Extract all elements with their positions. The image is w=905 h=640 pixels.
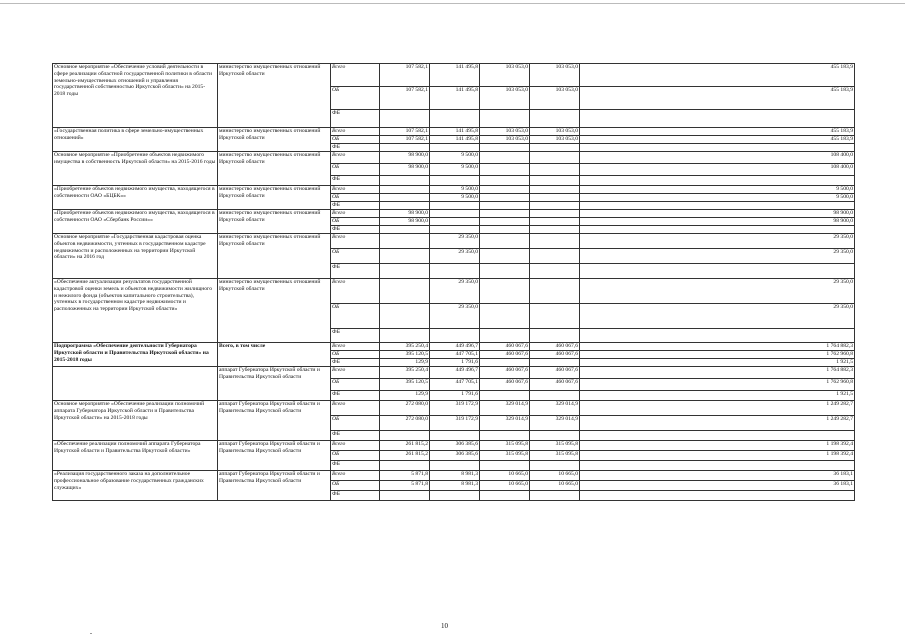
- year-value-cell: 141 495,8: [430, 87, 480, 110]
- total-value-cell: 36 183,1: [580, 481, 855, 491]
- year-value-cell: [380, 264, 430, 279]
- year-value-cell: 319 172,9: [430, 416, 480, 431]
- funding-source-cell: ОБ: [331, 218, 380, 226]
- funding-source-cell: Всего: [331, 128, 380, 136]
- year-value-cell: [480, 226, 530, 234]
- budget-table-container: [52, 63, 855, 501]
- table-row: [53, 234, 855, 249]
- year-value-cell: [530, 176, 580, 186]
- year-value-cell: [480, 144, 530, 152]
- year-value-cell: 10 665,0: [480, 471, 530, 481]
- table-row: [53, 401, 855, 416]
- funding-source-cell: Всего: [331, 64, 380, 87]
- year-value-cell: 460 067,6: [530, 351, 580, 359]
- funding-source-cell: Всего: [331, 186, 380, 194]
- funding-source-cell: Всего: [331, 367, 380, 379]
- executor-cell: аппарат Губернатора Иркутской области и Правительства Иркутской области: [218, 471, 331, 501]
- year-value-cell: [530, 164, 580, 176]
- year-value-cell: 329 014,9: [530, 416, 580, 431]
- scan-mark: [90, 633, 92, 634]
- year-value-cell: 103 053,0: [480, 64, 530, 87]
- year-value-cell: [380, 304, 430, 329]
- activity-name-cell: «Обеспечение реализации полномочий аппарата Губернатора Иркутской области и Правительства Иркутской области»: [53, 441, 218, 471]
- year-value-cell: 329 014,9: [480, 401, 530, 416]
- year-value-cell: [480, 329, 530, 343]
- year-value-cell: [530, 359, 580, 367]
- table-row: [53, 152, 855, 164]
- year-value-cell: 319 172,9: [430, 401, 480, 416]
- funding-source-cell: Всего: [331, 401, 380, 416]
- total-value-cell: 9 500,0: [580, 186, 855, 194]
- funding-source-cell: ОБ: [331, 304, 380, 329]
- table-row: [53, 279, 855, 304]
- year-value-cell: [530, 226, 580, 234]
- year-value-cell: 29 350,0: [430, 234, 480, 249]
- year-value-cell: [430, 176, 480, 186]
- funding-source-cell: ФБ: [331, 144, 380, 152]
- year-value-cell: 9 500,0: [430, 152, 480, 164]
- total-value-cell: [580, 202, 855, 210]
- year-value-cell: 8 981,3: [430, 481, 480, 491]
- total-value-cell: 9 500,0: [580, 194, 855, 202]
- year-value-cell: [480, 202, 530, 210]
- total-value-cell: 1 198 392,4: [580, 451, 855, 461]
- total-value-cell: 1 764 882,3: [580, 367, 855, 379]
- year-value-cell: [530, 144, 580, 152]
- table-row: [53, 128, 855, 136]
- activity-name-cell: «Реализация государственного заказа на дополнительное профессиональное образование государственных гражданских служащих»: [53, 471, 218, 501]
- total-value-cell: 29 350,0: [580, 279, 855, 304]
- funding-source-cell: ФБ: [331, 110, 380, 128]
- activity-name-cell: Основное мероприятие «Обеспечение условий деятельности в сфере реализации областной государственной политики в области земельно-имущественных отношений и управления государственной собственностью Иркутской области» на 2015-2018 годы: [53, 64, 218, 128]
- activity-name-cell: Основное мероприятие «Приобретение объектов недвижимого имущества в собственность Иркутской области» на 2015-2016 годы: [53, 152, 218, 186]
- total-value-cell: 108 400,0: [580, 164, 855, 176]
- year-value-cell: 98 900,0: [380, 152, 430, 164]
- total-value-cell: [580, 431, 855, 441]
- year-value-cell: 107 582,1: [380, 136, 430, 144]
- activity-name-cell: Подпрограмма «Обеспечение деятельности Губернатора Иркутской области и Правительства Иркутской области» на 2015-2018 годы: [53, 343, 218, 367]
- executor-cell: министерство имущественных отношений Иркутской области: [218, 186, 331, 210]
- year-value-cell: [530, 210, 580, 218]
- year-value-cell: [430, 461, 480, 471]
- year-value-cell: 261 815,2: [380, 441, 430, 451]
- year-value-cell: [480, 431, 530, 441]
- year-value-cell: 395 120,5: [380, 351, 430, 359]
- funding-source-cell: ФБ: [331, 491, 380, 501]
- total-value-cell: 1 762 960,8: [580, 379, 855, 391]
- year-value-cell: [530, 202, 580, 210]
- funding-source-cell: Всего: [331, 471, 380, 481]
- funding-source-cell: ФБ: [331, 391, 380, 401]
- total-value-cell: [580, 144, 855, 152]
- total-value-cell: 455 183,9: [580, 136, 855, 144]
- executor-cell: министерство имущественных отношений Иркутской области: [218, 64, 331, 128]
- funding-source-cell: ОБ: [331, 379, 380, 391]
- year-value-cell: 8 981,3: [430, 471, 480, 481]
- funding-source-cell: Всего: [331, 152, 380, 164]
- funding-source-cell: ОБ: [331, 87, 380, 110]
- page-number: 10: [441, 622, 448, 630]
- year-value-cell: [380, 144, 430, 152]
- year-value-cell: [480, 186, 530, 194]
- executor-cell: министерство имущественных отношений Иркутской области: [218, 279, 331, 343]
- year-value-cell: 460 067,6: [480, 351, 530, 359]
- funding-source-cell: ОБ: [331, 194, 380, 202]
- year-value-cell: 141 495,8: [430, 128, 480, 136]
- year-value-cell: 29 350,0: [430, 304, 480, 329]
- year-value-cell: [430, 110, 480, 128]
- funding-source-cell: Всего: [331, 343, 380, 351]
- executor-cell: министерство имущественных отношений Иркутской области: [218, 128, 331, 152]
- year-value-cell: [380, 279, 430, 304]
- total-value-cell: 98 900,0: [580, 218, 855, 226]
- year-value-cell: [430, 491, 480, 501]
- year-value-cell: 129,9: [380, 359, 430, 367]
- year-value-cell: [430, 218, 480, 226]
- year-value-cell: [480, 304, 530, 329]
- funding-source-cell: ОБ: [331, 416, 380, 431]
- year-value-cell: [480, 210, 530, 218]
- funding-source-cell: ФБ: [331, 359, 380, 367]
- year-value-cell: 9 500,0: [430, 164, 480, 176]
- year-value-cell: 29 350,0: [430, 249, 480, 264]
- year-value-cell: [530, 431, 580, 441]
- funding-source-cell: Всего: [331, 279, 380, 304]
- year-value-cell: 1 791,6: [430, 359, 480, 367]
- top-rule: [0, 3, 905, 4]
- year-value-cell: [480, 176, 530, 186]
- year-value-cell: [480, 164, 530, 176]
- year-value-cell: [530, 461, 580, 471]
- year-value-cell: [430, 144, 480, 152]
- activity-name-cell: «Государственная политика в сфере земельно-имущественных отношений»: [53, 128, 218, 152]
- year-value-cell: [380, 110, 430, 128]
- year-value-cell: 103 053,0: [530, 64, 580, 87]
- total-value-cell: [580, 264, 855, 279]
- executor-cell: министерство имущественных отношений Иркутской области: [218, 152, 331, 186]
- year-value-cell: 329 014,9: [530, 401, 580, 416]
- year-value-cell: 306 385,6: [430, 451, 480, 461]
- year-value-cell: [430, 202, 480, 210]
- funding-source-cell: ОБ: [331, 451, 380, 461]
- activity-name-cell: Основное мероприятие «Государственная кадастровая оценка объектов недвижимости, учтенных в государственном кадастре недвижимости и расположенных на территории Иркутской области» на 2016 год: [53, 234, 218, 279]
- total-value-cell: 29 350,0: [580, 249, 855, 264]
- year-value-cell: 10 665,0: [530, 481, 580, 491]
- year-value-cell: [480, 264, 530, 279]
- year-value-cell: 103 053,0: [480, 136, 530, 144]
- year-value-cell: 29 350,0: [430, 279, 480, 304]
- year-value-cell: [380, 329, 430, 343]
- budget-table: [52, 63, 855, 501]
- total-value-cell: [580, 226, 855, 234]
- year-value-cell: 9 500,0: [430, 194, 480, 202]
- funding-source-cell: ФБ: [331, 431, 380, 441]
- year-value-cell: [480, 491, 530, 501]
- table-row: [53, 210, 855, 218]
- year-value-cell: 395 250,4: [380, 343, 430, 351]
- table-row: [53, 343, 855, 351]
- year-value-cell: 103 053,0: [480, 128, 530, 136]
- year-value-cell: [480, 152, 530, 164]
- total-value-cell: [580, 491, 855, 501]
- funding-source-cell: ОБ: [331, 136, 380, 144]
- year-value-cell: [480, 279, 530, 304]
- total-value-cell: [580, 461, 855, 471]
- executor-cell: министерство имущественных отношений Иркутской области: [218, 210, 331, 234]
- total-value-cell: 1 764 882,3: [580, 343, 855, 351]
- year-value-cell: [380, 234, 430, 249]
- funding-source-cell: ФБ: [331, 461, 380, 471]
- table-row: [53, 441, 855, 451]
- total-value-cell: [580, 329, 855, 343]
- year-value-cell: 1 791,6: [430, 391, 480, 401]
- year-value-cell: [380, 226, 430, 234]
- year-value-cell: 460 067,6: [530, 343, 580, 351]
- funding-source-cell: ФБ: [331, 176, 380, 186]
- year-value-cell: [380, 202, 430, 210]
- year-value-cell: [480, 110, 530, 128]
- funding-source-cell: ОБ: [331, 249, 380, 264]
- year-value-cell: [480, 461, 530, 471]
- table-row: [53, 186, 855, 194]
- total-value-cell: 455 183,9: [580, 64, 855, 87]
- activity-name-cell: «Обеспечение актуализации результатов государственной кадастровой оценки земель и объектов недвижимости жилищного и нежилого фонда (объектов капитального строительства), учтенных в государственном кадастре недвижимости и расположенных на территории Иркутской области»: [53, 279, 218, 343]
- funding-source-cell: ФБ: [331, 202, 380, 210]
- year-value-cell: 10 665,0: [480, 481, 530, 491]
- total-value-cell: 1 249 282,7: [580, 401, 855, 416]
- year-value-cell: [430, 431, 480, 441]
- year-value-cell: [380, 176, 430, 186]
- year-value-cell: [530, 218, 580, 226]
- year-value-cell: [430, 329, 480, 343]
- year-value-cell: 107 582,1: [380, 128, 430, 136]
- year-value-cell: [430, 210, 480, 218]
- funding-source-cell: Всего: [331, 234, 380, 249]
- year-value-cell: 329 014,9: [480, 416, 530, 431]
- total-value-cell: 1 198 392,4: [580, 441, 855, 451]
- year-value-cell: [380, 491, 430, 501]
- year-value-cell: [530, 279, 580, 304]
- total-value-cell: 1 921,5: [580, 391, 855, 401]
- table-row: [53, 471, 855, 481]
- executor-cell: аппарат Губернатора Иркутской области и Правительства Иркутской области: [218, 441, 331, 471]
- year-value-cell: 141 495,8: [430, 64, 480, 87]
- year-value-cell: [380, 186, 430, 194]
- year-value-cell: [530, 329, 580, 343]
- year-value-cell: 107 582,1: [380, 87, 430, 110]
- year-value-cell: [480, 194, 530, 202]
- year-value-cell: 141 495,8: [430, 136, 480, 144]
- year-value-cell: [530, 304, 580, 329]
- year-value-cell: [480, 391, 530, 401]
- table-row: [53, 64, 855, 87]
- year-value-cell: 129,9: [380, 391, 430, 401]
- year-value-cell: 98 900,0: [380, 210, 430, 218]
- activity-name-cell: «Приобретение объектов недвижимого имущества, находящегося в собственности ОАО «БЦБК»»: [53, 186, 218, 210]
- year-value-cell: 460 067,6: [480, 343, 530, 351]
- year-value-cell: 449 496,7: [430, 367, 480, 379]
- year-value-cell: 103 053,0: [530, 128, 580, 136]
- year-value-cell: 5 871,8: [380, 471, 430, 481]
- year-value-cell: 449 496,7: [430, 343, 480, 351]
- year-value-cell: 103 053,0: [530, 136, 580, 144]
- executor-cell: аппарат Губернатора Иркутской области и Правительства Иркутской области: [218, 367, 331, 401]
- total-value-cell: 98 900,0: [580, 210, 855, 218]
- year-value-cell: [530, 264, 580, 279]
- year-value-cell: [530, 491, 580, 501]
- year-value-cell: 5 871,8: [380, 481, 430, 491]
- year-value-cell: [530, 391, 580, 401]
- year-value-cell: 272 080,0: [380, 401, 430, 416]
- funding-source-cell: ОБ: [331, 164, 380, 176]
- year-value-cell: 272 080,0: [380, 416, 430, 431]
- year-value-cell: [530, 234, 580, 249]
- year-value-cell: [480, 218, 530, 226]
- total-value-cell: 29 350,0: [580, 234, 855, 249]
- funding-source-cell: ОБ: [331, 481, 380, 491]
- year-value-cell: 460 067,6: [530, 379, 580, 391]
- year-value-cell: 315 095,8: [530, 441, 580, 451]
- year-value-cell: 10 665,0: [530, 471, 580, 481]
- activity-name-cell: [53, 367, 218, 401]
- year-value-cell: 460 067,6: [530, 367, 580, 379]
- year-value-cell: 315 095,8: [480, 441, 530, 451]
- year-value-cell: [380, 194, 430, 202]
- year-value-cell: 103 053,0: [480, 87, 530, 110]
- year-value-cell: 460 067,6: [480, 379, 530, 391]
- year-value-cell: [430, 264, 480, 279]
- funding-source-cell: ОБ: [331, 351, 380, 359]
- total-value-cell: [580, 110, 855, 128]
- table-row: [53, 367, 855, 379]
- year-value-cell: [530, 152, 580, 164]
- year-value-cell: 315 095,8: [530, 451, 580, 461]
- year-value-cell: [380, 431, 430, 441]
- year-value-cell: 395 250,4: [380, 367, 430, 379]
- activity-name-cell: «Приобретение объектов недвижимого имущества, находящегося в собственности ОАО «Сбербанк России»»: [53, 210, 218, 234]
- year-value-cell: [430, 226, 480, 234]
- year-value-cell: 306 385,6: [430, 441, 480, 451]
- total-value-cell: 1 921,5: [580, 359, 855, 367]
- year-value-cell: [480, 249, 530, 264]
- funding-source-cell: Всего: [331, 441, 380, 451]
- year-value-cell: 460 067,6: [480, 367, 530, 379]
- year-value-cell: [480, 359, 530, 367]
- funding-source-cell: ФБ: [331, 226, 380, 234]
- year-value-cell: [380, 461, 430, 471]
- year-value-cell: 103 053,0: [530, 87, 580, 110]
- year-value-cell: [530, 186, 580, 194]
- year-value-cell: 261 815,2: [380, 451, 430, 461]
- year-value-cell: [480, 234, 530, 249]
- year-value-cell: [380, 249, 430, 264]
- year-value-cell: [530, 194, 580, 202]
- year-value-cell: 98 900,0: [380, 164, 430, 176]
- activity-name-cell: Основное мероприятие «Обеспечение реализации полномочий аппарата Губернатора Иркутской области и Правительства Иркутской области» на 2015-2018 годы: [53, 401, 218, 441]
- year-value-cell: [530, 249, 580, 264]
- year-value-cell: 9 500,0: [430, 186, 480, 194]
- total-value-cell: 455 183,9: [580, 128, 855, 136]
- funding-source-cell: ФБ: [331, 264, 380, 279]
- total-value-cell: 36 183,1: [580, 471, 855, 481]
- total-value-cell: 1 249 282,7: [580, 416, 855, 431]
- total-value-cell: 455 183,9: [580, 87, 855, 110]
- year-value-cell: 395 120,5: [380, 379, 430, 391]
- executor-cell: министерство имущественных отношений Иркутской области: [218, 234, 331, 279]
- year-value-cell: 107 582,1: [380, 64, 430, 87]
- year-value-cell: 98 900,0: [380, 218, 430, 226]
- funding-source-cell: ФБ: [331, 329, 380, 343]
- total-value-cell: 29 350,0: [580, 304, 855, 329]
- year-value-cell: [530, 110, 580, 128]
- year-value-cell: 315 095,8: [480, 451, 530, 461]
- executor-cell: аппарат Губернатора Иркутской области и Правительства Иркутской области: [218, 401, 331, 441]
- year-value-cell: 447 705,1: [430, 351, 480, 359]
- executor-cell: Всего, в том числе: [218, 343, 331, 367]
- funding-source-cell: Всего: [331, 210, 380, 218]
- total-value-cell: 1 762 960,8: [580, 351, 855, 359]
- total-value-cell: [580, 176, 855, 186]
- year-value-cell: 447 705,1: [430, 379, 480, 391]
- total-value-cell: 108 400,0: [580, 152, 855, 164]
